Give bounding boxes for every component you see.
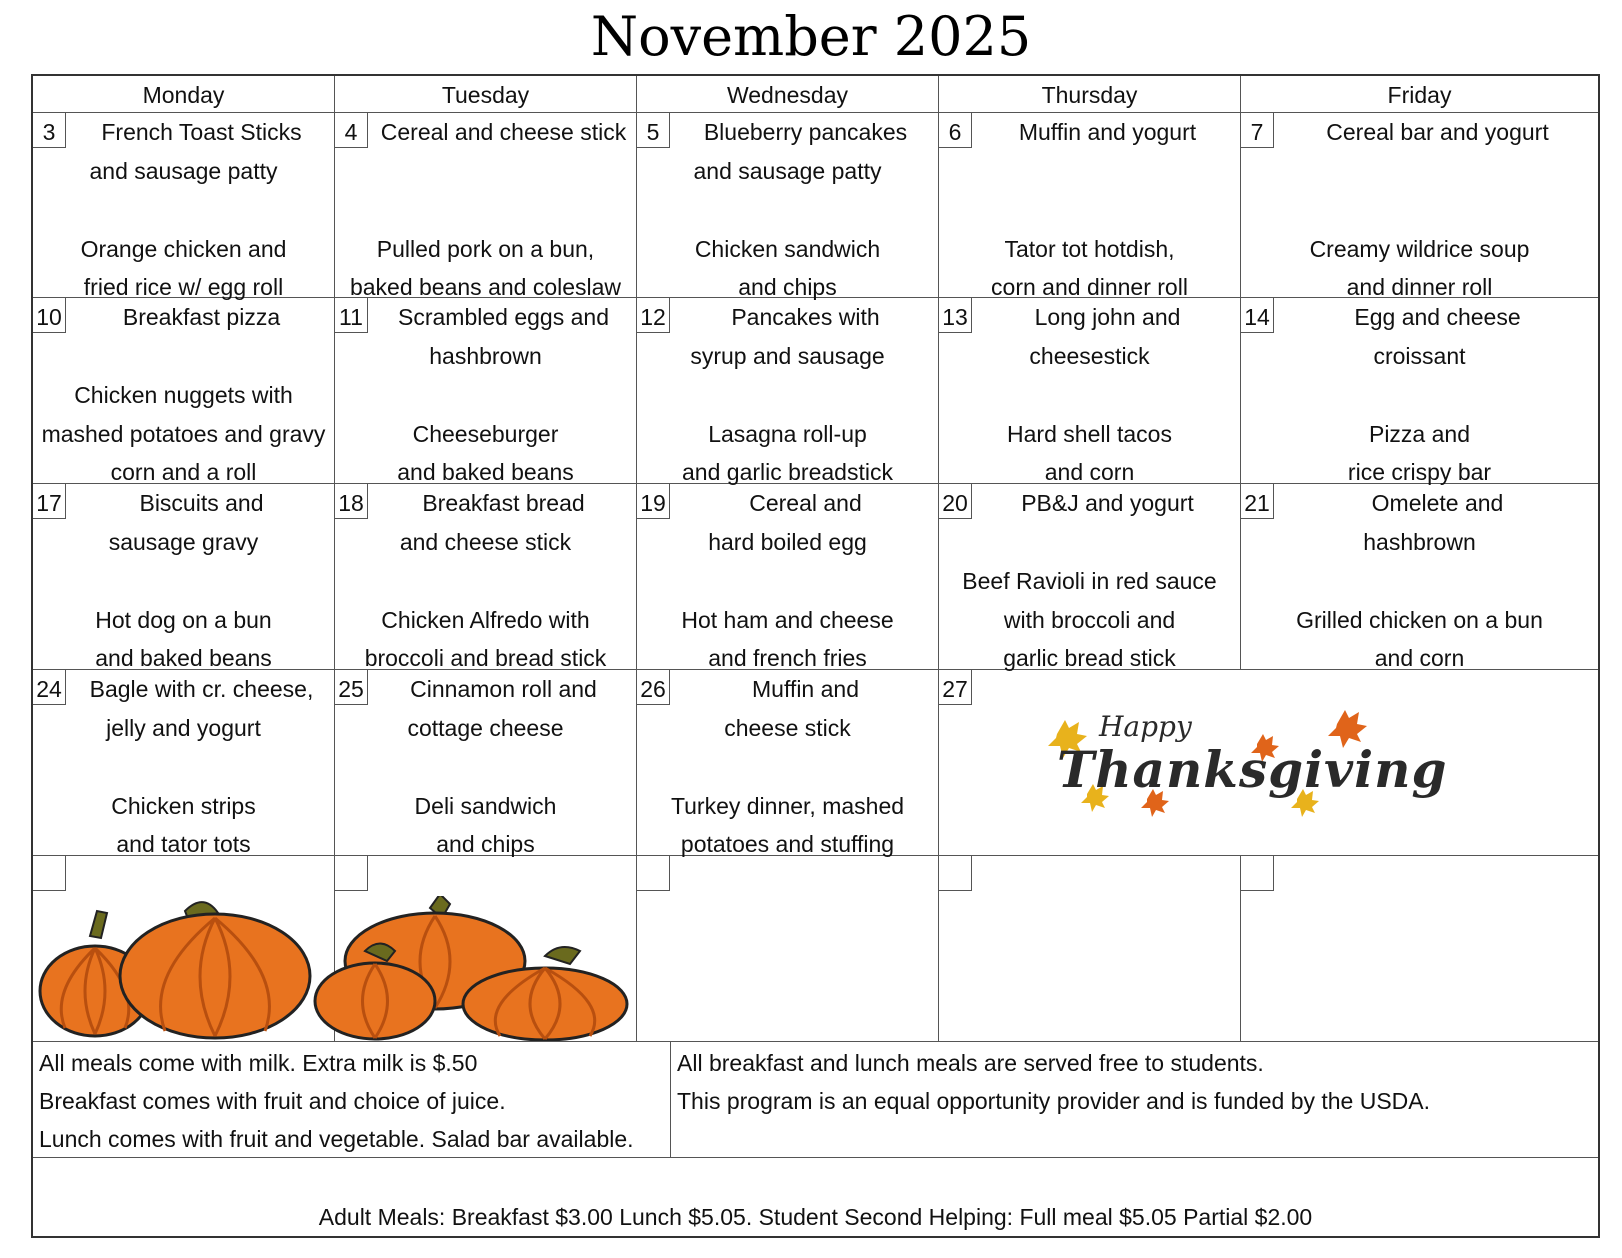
- lunch-item: Deli sandwich: [414, 793, 557, 819]
- day-cell: [1241, 298, 1598, 490]
- thanksgiving-main-text: Thanksgiving: [1057, 740, 1448, 799]
- day-number: [1241, 856, 1274, 891]
- pumpkins-illustration: [35, 896, 635, 1041]
- breakfast-item: Omelete and: [1371, 490, 1504, 516]
- day-cell: [637, 113, 938, 305]
- breakfast-item: Muffin and: [752, 676, 859, 702]
- lunch-item: with broccoli and: [1003, 607, 1176, 633]
- day-number: [637, 856, 670, 891]
- breakfast-item: cheese stick: [724, 715, 851, 741]
- breakfast-item: Scrambled eggs and: [398, 304, 609, 330]
- day-cell: [939, 856, 1240, 1048]
- day-number: 3: [33, 113, 66, 148]
- grid-line: [670, 1041, 671, 1157]
- lunch-item: rice crispy bar: [1347, 459, 1492, 485]
- day-number: 5: [637, 113, 670, 148]
- lunch-item: potatoes and stuffing: [680, 831, 895, 857]
- lunch-item: baked beans and coleslaw: [349, 274, 622, 300]
- lunch-item: Hot ham and cheese: [681, 607, 894, 633]
- breakfast-item: Biscuits and: [139, 490, 264, 516]
- lunch-item: Turkey dinner, mashed: [670, 793, 905, 819]
- day-cell: [335, 484, 636, 676]
- day-number: 4: [335, 113, 368, 148]
- program-note: This program is an equal opportunity provider and is funded by the USDA.: [677, 1088, 1431, 1114]
- breakfast-item: Egg and cheese: [1354, 304, 1521, 330]
- lunch-item: and chips: [436, 831, 535, 857]
- lunch-item: and baked beans: [95, 645, 272, 671]
- breakfast-item: syrup and sausage: [690, 343, 885, 369]
- breakfast-item: PB&J and yogurt: [1021, 490, 1194, 516]
- day-cell: [1241, 113, 1598, 305]
- day-number: 25: [335, 670, 368, 705]
- lunch-item: Creamy wildrice soup: [1309, 236, 1530, 262]
- breakfast-item: Breakfast pizza: [122, 304, 281, 330]
- thanksgiving-artwork: [1037, 704, 1448, 824]
- lunch-item: garlic bread stick: [1003, 645, 1176, 671]
- breakfast-item: French Toast Sticks: [101, 119, 302, 145]
- day-header-friday: Friday: [1387, 82, 1452, 108]
- day-number: 18: [335, 484, 368, 519]
- day-cell: [33, 298, 334, 490]
- day-cell: [939, 113, 1240, 305]
- lunch-item: Beef Ravioli in red sauce: [962, 568, 1217, 594]
- lunch-item: Orange chicken and: [80, 236, 287, 262]
- lunch-item: Tator tot hotdish,: [1004, 236, 1175, 262]
- menu-calendar: [31, 74, 1600, 1238]
- day-cell: [335, 298, 636, 490]
- lunch-item: and tator tots: [116, 831, 251, 857]
- lunch-item: broccoli and bread stick: [364, 645, 607, 671]
- breakfast-item: and sausage patty: [89, 158, 278, 184]
- day-header-tuesday: Tuesday: [441, 82, 530, 108]
- breakfast-item: Cereal and: [749, 490, 862, 516]
- breakfast-item: cheesestick: [1029, 343, 1150, 369]
- breakfast-item: and sausage patty: [693, 158, 882, 184]
- program-note: All breakfast and lunch meals are served free to students.: [677, 1050, 1264, 1076]
- lunch-item: Chicken strips: [111, 793, 256, 819]
- breakfast-item: Long john and: [1034, 304, 1181, 330]
- day-cell: [637, 484, 938, 676]
- day-cell: [33, 113, 334, 305]
- day-number: 6: [939, 113, 972, 148]
- day-number: 17: [33, 484, 66, 519]
- day-number: 20: [939, 484, 972, 519]
- breakfast-item: Bagle with cr. cheese,: [89, 676, 314, 702]
- meal-note: Breakfast comes with fruit and choice of juice.: [39, 1088, 506, 1114]
- lunch-item: mashed potatoes and gravy: [41, 421, 326, 447]
- lunch-item: corn and dinner roll: [991, 274, 1188, 300]
- day-cell: [1241, 484, 1598, 676]
- lunch-item: and garlic breadstick: [682, 459, 893, 485]
- day-number: 7: [1241, 113, 1274, 148]
- day-number: [939, 856, 972, 891]
- day-number: 19: [637, 484, 670, 519]
- day-cell: [1241, 856, 1598, 1048]
- lunch-item: and dinner roll: [1346, 274, 1493, 300]
- breakfast-item: jelly and yogurt: [106, 715, 261, 741]
- lunch-item: fried rice w/ egg roll: [83, 274, 284, 300]
- lunch-item: Chicken nuggets with: [74, 382, 293, 408]
- breakfast-item: Cereal bar and yogurt: [1326, 119, 1549, 145]
- day-cell: [637, 670, 938, 862]
- pumpkin-icon: [120, 902, 310, 1038]
- day-cell: [637, 298, 938, 490]
- day-number: [33, 856, 66, 891]
- day-cell: [637, 856, 938, 1048]
- breakfast-item: Breakfast bread: [422, 490, 585, 516]
- meal-note: All meals come with milk. Extra milk is $.50: [39, 1050, 478, 1076]
- day-cell: [939, 298, 1240, 490]
- lunch-item: Hard shell tacos: [1007, 421, 1172, 447]
- breakfast-item: cottage cheese: [407, 715, 564, 741]
- lunch-item: Pizza and: [1368, 421, 1470, 447]
- lunch-item: Hot dog on a bun: [95, 607, 272, 633]
- breakfast-item: Cereal and cheese stick: [380, 119, 627, 145]
- thanksgiving-happy-text: Happy: [1099, 710, 1192, 743]
- breakfast-item: hashbrown: [1363, 529, 1476, 555]
- lunch-item: Chicken Alfredo with: [381, 607, 590, 633]
- lunch-item: corn and a roll: [110, 459, 257, 485]
- day-number: 10: [33, 298, 66, 333]
- lunch-item: and chips: [738, 274, 837, 300]
- breakfast-item: Blueberry pancakes: [703, 119, 908, 145]
- day-number: 26: [637, 670, 670, 705]
- day-cell: [939, 484, 1240, 676]
- breakfast-item: Pancakes with: [731, 304, 880, 330]
- day-cell: [33, 484, 334, 676]
- breakfast-item: sausage gravy: [108, 529, 259, 555]
- breakfast-item: and cheese stick: [399, 529, 572, 555]
- lunch-item: Lasagna roll-up: [708, 421, 867, 447]
- day-header-wednesday: Wednesday: [726, 82, 849, 108]
- lunch-item: Chicken sandwich: [694, 236, 881, 262]
- lunch-item: and baked beans: [397, 459, 574, 485]
- lunch-item: Pulled pork on a bun,: [376, 236, 595, 262]
- lunch-item: Cheeseburger: [412, 421, 559, 447]
- breakfast-item: Muffin and yogurt: [1018, 119, 1197, 145]
- day-number: 11: [335, 298, 368, 333]
- day-number: 24: [33, 670, 66, 705]
- day-cell: [335, 113, 636, 305]
- breakfast-item: hard boiled egg: [708, 529, 867, 555]
- day-number: 27: [939, 670, 972, 705]
- lunch-item: and corn: [1374, 645, 1465, 671]
- breakfast-item: Cinnamon roll and: [410, 676, 597, 702]
- day-number: 14: [1241, 298, 1274, 333]
- adult-meals-footer: Adult Meals: Breakfast $3.00 Lunch $5.05. Student Second Helping: Full meal $5.05 Partial $2.00: [318, 1204, 1313, 1230]
- day-number: 21: [1241, 484, 1274, 519]
- meal-note: Lunch comes with fruit and vegetable. Salad bar available.: [39, 1126, 634, 1152]
- day-header-thursday: Thursday: [1041, 82, 1138, 108]
- day-cell: [33, 670, 334, 862]
- lunch-item: Grilled chicken on a bun: [1296, 607, 1543, 633]
- day-number: [335, 856, 368, 891]
- breakfast-item: hashbrown: [429, 343, 542, 369]
- day-cell: [335, 670, 636, 862]
- lunch-item: and french fries: [708, 645, 867, 671]
- day-header-monday: Monday: [142, 82, 225, 108]
- day-number: 13: [939, 298, 972, 333]
- day-number: 12: [637, 298, 670, 333]
- breakfast-item: croissant: [1373, 343, 1466, 369]
- page-title: November 2025: [590, 5, 1032, 68]
- lunch-item: and corn: [1044, 459, 1135, 485]
